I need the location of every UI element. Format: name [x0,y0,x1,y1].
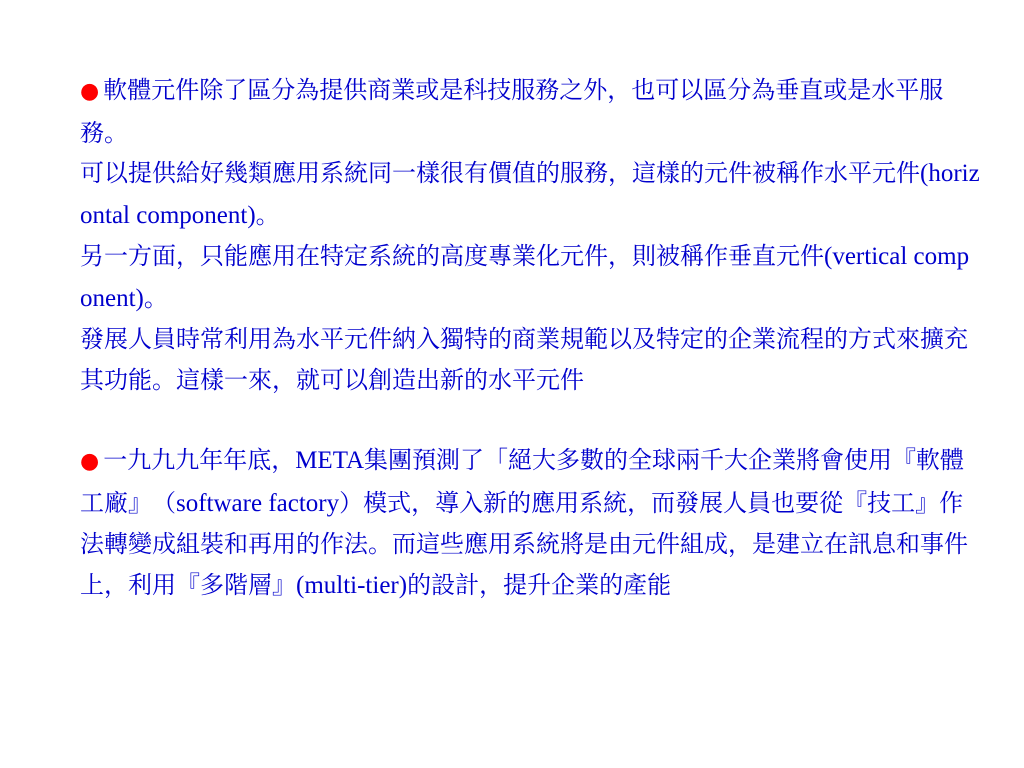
text-period: 。 [143,283,168,312]
text-period: 。 [255,200,280,229]
paragraph-software-components [80,70,980,153]
bullet-icon: ● [80,449,100,474]
text-meta-e: ）模式，導入新的應用系統，而發展人員也要從『技工』作法轉變成組裝和再用的作法。而這些應用系統將是由元件組成，是建立在訊息和事件上，利用『多階層』 [80,488,968,599]
bullet-icon: ● [80,79,100,104]
text-intro: 軟體元件除了區分為提供商業或是科技服務之外，也可以區分為垂直或是水平服務。 [80,76,944,147]
paragraph-meta-prediction [80,440,980,606]
paragraph-horizontal-components [80,153,980,236]
text-vertical: 另一方面，只能應用在特定系統的高度專業化元件，則被稱作垂直元件 [80,242,824,270]
text-meta-g: 的設計，提升企業的產能 [407,570,672,599]
spacer [80,400,980,440]
term-multi-tier: (multi-tier) [296,571,408,599]
text-extending: 發展人員時常利用為水平元件納入獨特的商業規範以及特定的企業流程的方式來擴充其功能。這樣一來，就可以創造出新的水平元件 [80,325,968,394]
paragraph-vertical-components [80,236,980,319]
term-horizontal-component: (horizontal component) [80,160,980,229]
paragraph-extending-components [80,319,980,400]
term-vertical-component: (vertical component) [80,243,970,312]
text-horizontal: 可以提供給好幾類應用系統同一樣很有價值的服務，這樣的元件被稱作水平元件 [80,159,920,187]
text-meta-a: 一九九九年年底， [103,446,296,474]
term-meta: META [295,447,365,474]
slide-content [80,70,980,606]
text-meta-c: 集團預測了「絕大多數的全球兩千大企業將會使用『軟體工廠』 （ [80,446,965,517]
term-software-factory: software factory [176,489,340,517]
